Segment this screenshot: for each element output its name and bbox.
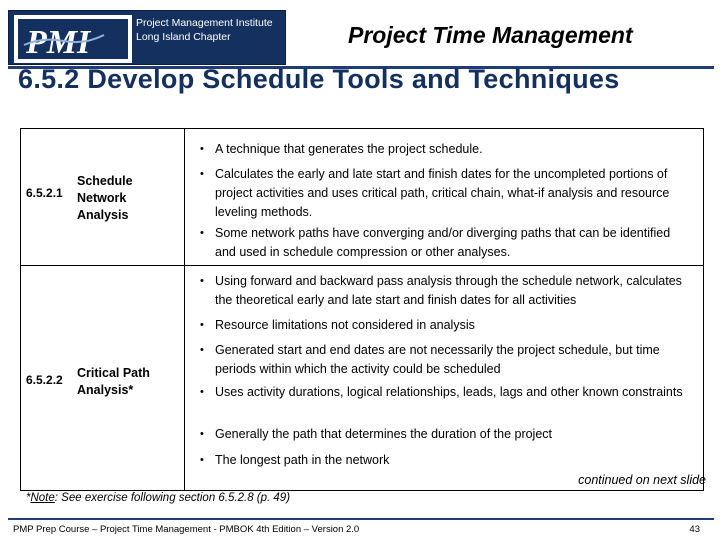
list-item	[200, 224, 685, 262]
bullet-text: Resource limitations not considered in analysis	[215, 318, 475, 332]
header-title: Project Time Management	[348, 22, 633, 48]
bullet-text: Using forward and backward pass analysis through the schedule network, calculates the theoretical early and late start and finish dates for all activities	[215, 274, 682, 307]
pmi-logo-mark	[14, 15, 132, 63]
bullet-text: A technique that generates the project schedule.	[215, 142, 483, 156]
section-code: 6.5.2.2	[26, 373, 63, 387]
bullet-icon: •	[200, 168, 204, 180]
list-item	[200, 140, 685, 159]
continued-note: continued on next slide	[578, 473, 706, 487]
list-item	[200, 341, 685, 379]
bullet-icon: •	[200, 319, 204, 331]
bullet-icon: •	[200, 454, 204, 466]
section-divider	[21, 265, 703, 266]
bullet-text: Uses activity durations, logical relationships, leads, lags and other known constraints	[215, 385, 683, 399]
footnote-text: : See exercise following section 6.5.2.8 (p. 49)	[54, 492, 291, 504]
list-item	[200, 165, 685, 222]
bullet-icon: •	[200, 275, 204, 287]
svg-text:PMI: PMI	[26, 24, 91, 61]
bullet-text: Generated start and end dates are not necessarily the project schedule, but time periods within which the activity could be scheduled	[215, 343, 660, 376]
logo-org-name: Project Management Institute	[136, 17, 273, 29]
bullet-text: Generally the path that determines the duration of the project	[215, 427, 553, 441]
bullet-icon: •	[200, 428, 204, 440]
section-name: Schedule Network Analysis	[77, 174, 133, 222]
footer-rule	[8, 518, 714, 520]
bullet-icon: •	[200, 143, 204, 155]
list-item	[200, 383, 685, 402]
list-item	[200, 425, 685, 444]
page-number: 43	[689, 524, 700, 535]
pmi-logo	[8, 10, 286, 65]
bullet-icon: •	[200, 386, 204, 398]
bullet-text: Calculates the early and late start and finish dates for the uncompleted portions of project activities and uses critical path, critical chain, what-if analysis and resource leveling methods.	[215, 167, 670, 219]
list-item	[200, 451, 685, 470]
bullet-text: Some network paths have converging and/or diverging paths that can be identified and used in schedule compression or other analyses.	[215, 226, 671, 259]
section-code: 6.5.2.1	[26, 186, 63, 200]
slide-title: 6.5.2 Develop Schedule Tools and Techniques	[18, 64, 620, 94]
column-divider	[184, 129, 185, 490]
list-item	[200, 272, 685, 310]
logo-chapter-name: Long Island Chapter	[136, 31, 231, 43]
footnote-label: Note	[30, 492, 55, 504]
footnote: *Note: See exercise following section 6.5.2.8 (p. 49)	[26, 492, 291, 504]
bullet-icon: •	[200, 227, 204, 239]
section-name: Critical Path Analysis*	[77, 366, 150, 397]
content-table	[20, 128, 704, 491]
list-item	[200, 316, 685, 335]
bullet-text: The longest path in the network	[215, 453, 390, 467]
bullet-icon: •	[200, 344, 204, 356]
footer-course-info: PMP Prep Course – Project Time Management - PMBOK 4th Edition – Version 2.0	[13, 524, 360, 535]
